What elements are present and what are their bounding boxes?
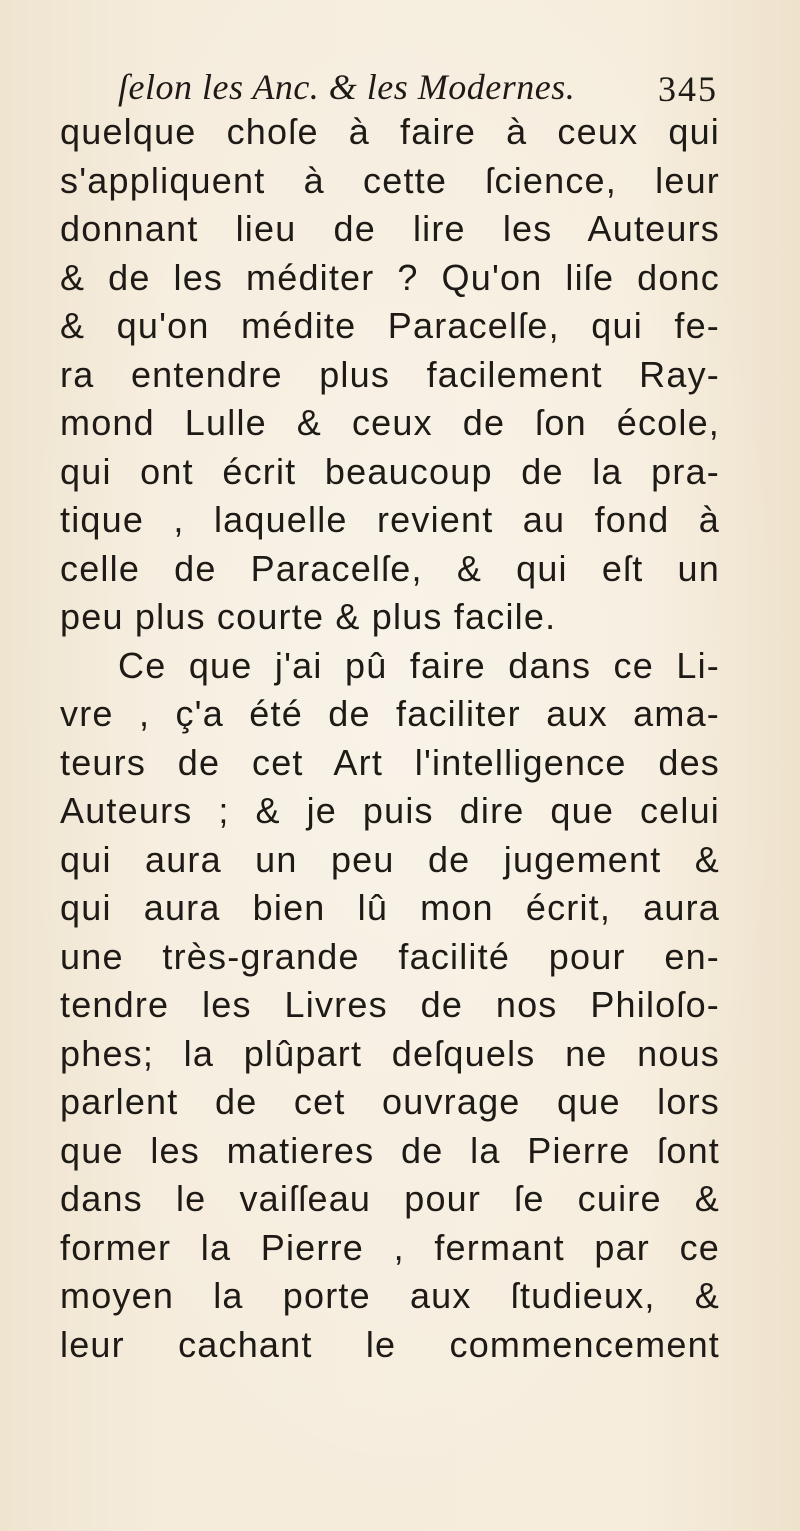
running-head: ſelon les Anc. & les Modernes. [118, 67, 576, 107]
text-line: vre , ç'a été de faciliter aux ama- [60, 693, 720, 734]
body-text [60, 108, 720, 1369]
text-line: que les matieres de la Pierre ſont [60, 1129, 720, 1171]
text-line: parlent de cet ouvrage que lors [60, 1081, 720, 1122]
text-line: une très-grande facilité pour en- [60, 935, 720, 977]
text-line: tendre les Livres de nos Philoſo- [60, 984, 720, 1025]
text-line: ra entendre plus facilement Ray- [60, 353, 720, 395]
text-line: teurs de cet Art l'intelligence des [60, 741, 720, 783]
text-line: qui aura bien lû mon écrit, aura [60, 887, 720, 928]
page-number: 345 [658, 69, 718, 109]
text-line: qui aura un peu de jugement & [60, 838, 720, 880]
text-line: & qu'on médite Paracelſe, qui fe- [60, 305, 720, 346]
text-line: Auteurs ; & je puis dire que celui [60, 790, 720, 831]
text-line: qui ont écrit beaucoup de la pra- [60, 450, 720, 492]
text-line: dans le vaiſſeau pour ſe cuire & [60, 1178, 720, 1219]
text-line: leur cachant le commencement [60, 1323, 720, 1365]
text-line: quelque choſe à faire à ceux qui [60, 111, 720, 152]
text-line: s'appliquent à cette ſcience, leur [60, 159, 720, 201]
text-line: tique , laquelle revient au fond à [60, 499, 720, 540]
text-line: celle de Paracelſe, & qui eſt un [60, 547, 720, 589]
page-header [118, 62, 718, 112]
text-line: phes; la plûpart deſquels ne nous [60, 1032, 720, 1074]
text-line: & de les méditer ? Qu'on liſe donc [60, 256, 720, 298]
text-line: mond Lulle & ceux de ſon école, [60, 402, 720, 443]
text-line: former la Pierre , fermant par ce [60, 1226, 720, 1268]
text-line: moyen la porte aux ſtudieux, & [60, 1275, 720, 1316]
text-line: peu plus courte & plus facile. [60, 596, 557, 637]
text-line: donnant lieu de lire les Auteurs [60, 208, 720, 249]
paragraph-start-line: Ce que j'ai pû faire dans ce Li- [118, 644, 720, 686]
